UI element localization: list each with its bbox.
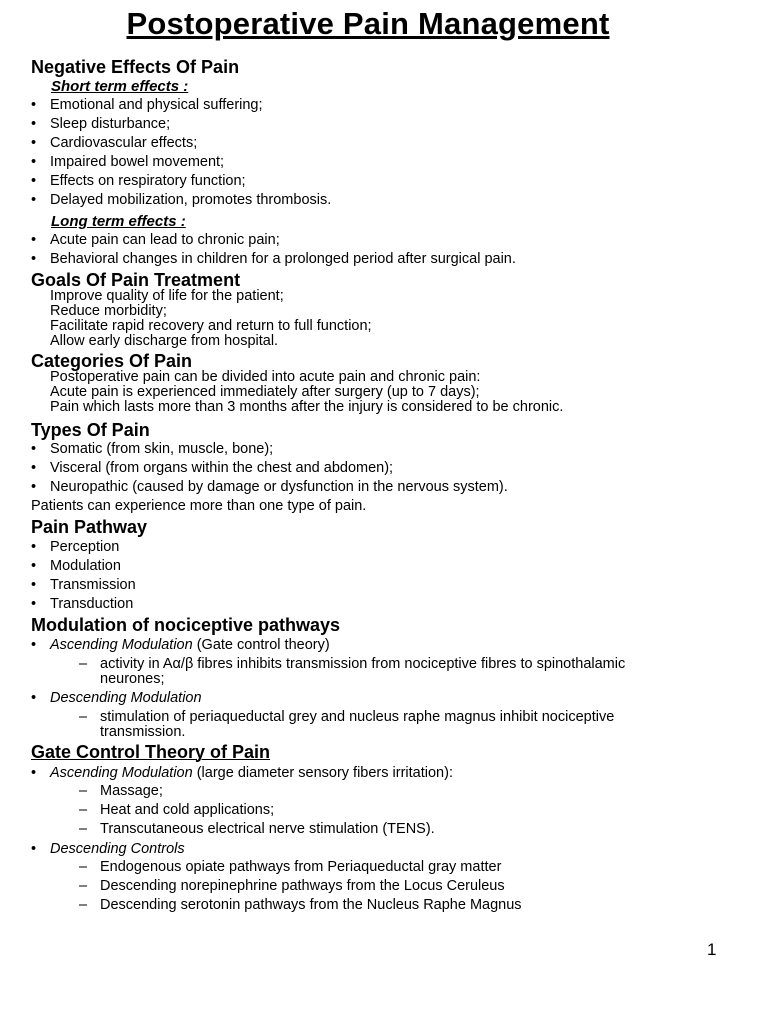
list-item: • Neuropathic (caused by damage or dysfunction in the nervous system). — [31, 479, 508, 495]
category-line: Acute pain is experienced immediately after surgery (up to 7 days); — [50, 384, 480, 400]
category-line: Pain which lasts more than 3 months after the injury is considered to be chronic. — [50, 399, 564, 415]
heading-categories: Categories Of Pain — [31, 351, 193, 371]
list-item: • Somatic (from skin, muscle, bone); — [31, 441, 274, 457]
list-item: • Descending Controls — [31, 841, 185, 857]
list-item: • Impaired bowel movement; — [31, 154, 225, 170]
sub-item: – Descending serotonin pathways from the Nucleus Raphe Magnus — [79, 897, 522, 913]
heading-modulation: Modulation of nociceptive pathways — [31, 615, 341, 635]
list-item: • Ascending Modulation (large diameter sensory fibers irritation): — [31, 765, 453, 781]
sub-item: – Transcutaneous electrical nerve stimulation (TENS). — [79, 821, 435, 837]
category-line: Postoperative pain can be divided into acute pain and chronic pain: — [50, 369, 481, 385]
list-item: • Emotional and physical suffering; — [31, 97, 263, 113]
heading-negative-effects: Negative Effects Of Pain — [31, 57, 240, 77]
long-term-label: Long term effects : — [51, 213, 186, 230]
sub-item: – Heat and cold applications; — [79, 802, 275, 818]
sub-item: – Massage; — [79, 783, 163, 799]
page-title: Postoperative Pain Management — [126, 6, 610, 41]
list-item: • Cardiovascular effects; — [31, 135, 198, 151]
heading-pain-pathway: Pain Pathway — [31, 517, 148, 537]
heading-gate-control: Gate Control Theory of Pain — [31, 742, 271, 762]
goal-line: Allow early discharge from hospital. — [50, 333, 279, 349]
goal-line: Reduce morbidity; — [50, 303, 167, 319]
list-item: • Visceral (from organs within the chest and abdomen); — [31, 460, 394, 476]
list-item: • Transmission — [31, 577, 136, 593]
sub-item: – Descending norepinephrine pathways from the Locus Ceruleus — [79, 878, 505, 894]
goal-line: Improve quality of life for the patient; — [50, 288, 284, 304]
sub-item: – Endogenous opiate pathways from Periaqueductal gray matter — [79, 859, 502, 875]
list-item: • Acute pain can lead to chronic pain; — [31, 232, 280, 248]
list-item: • Descending Modulation — [31, 690, 202, 706]
types-note: Patients can experience more than one type of pain. — [31, 498, 367, 514]
list-item: • Sleep disturbance; — [31, 116, 171, 132]
goal-line: Facilitate rapid recovery and return to full function; — [50, 318, 372, 334]
list-item: • Ascending Modulation (Gate control theory) — [31, 637, 330, 653]
heading-goals: Goals Of Pain Treatment — [31, 270, 241, 290]
list-item: • Modulation — [31, 558, 121, 574]
page-number: 1 — [707, 940, 717, 959]
short-term-label: Short term effects : — [51, 78, 189, 95]
list-item: • Behavioral changes in children for a prolonged period after surgical pain. — [31, 251, 516, 267]
sub-item: – activity in Aα/β fibres inhibits transmission from nociceptive fibres to spinothalamic neurones; — [79, 656, 626, 687]
list-item: • Effects on respiratory function; — [31, 173, 246, 189]
sub-item: – stimulation of periaqueductal grey and nucleus raphe magnus inhibit nociceptive transmission. — [79, 709, 615, 740]
heading-types: Types Of Pain — [31, 420, 150, 440]
list-item: • Perception — [31, 539, 120, 555]
list-item: • Transduction — [31, 596, 134, 612]
list-item: • Delayed mobilization, promotes thrombosis. — [31, 192, 332, 208]
